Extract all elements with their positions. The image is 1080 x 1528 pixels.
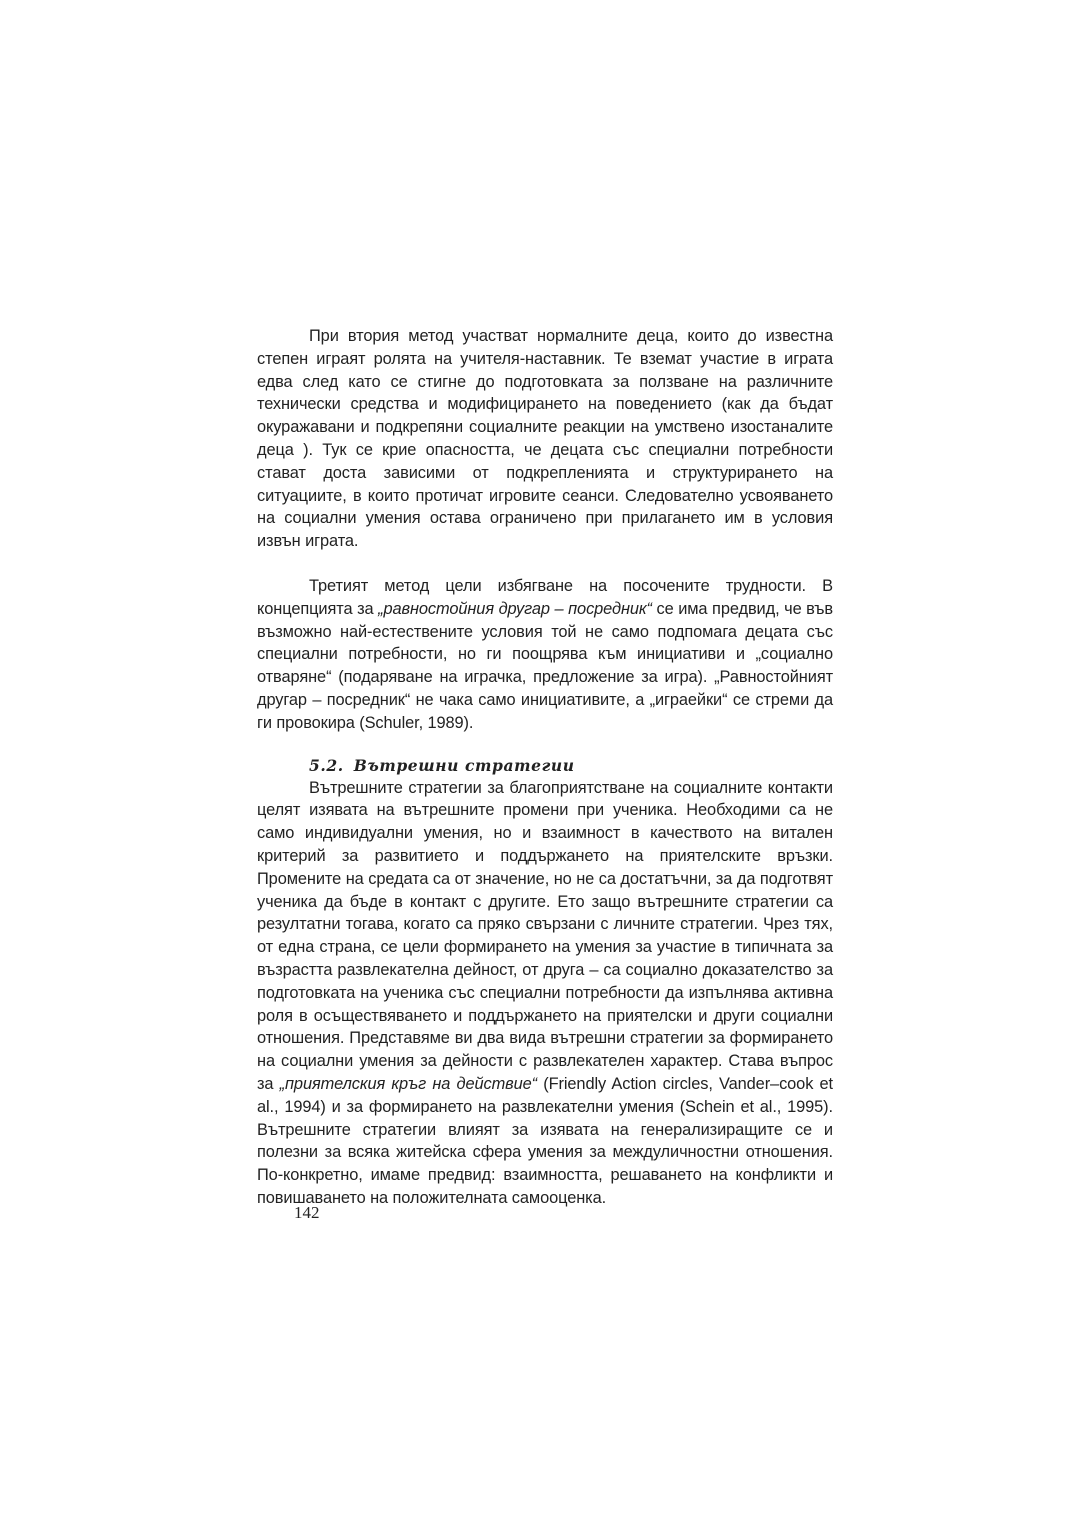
paragraph-third-method-text-end: се има предвид, че във възможно най-естествените условия той не само подпомага децата със специални потребности, но ги поощрява към инициативи и „социално отваряне“ (подаряване на играчка, предложение за игра). „Равностойният другар – посредник“ не чака само инициативите, а „играейки“ се стреми да ги провокира (Schuler, 1989). [257, 599, 833, 732]
term-peer-mediator: „равностойния другар – посредник“ [378, 599, 652, 618]
paragraph-third-method [257, 575, 833, 735]
page-number: 142 [294, 1203, 320, 1222]
section-spacer [257, 735, 833, 755]
body-text [257, 325, 833, 1210]
paragraph-third-method-text-start: Третият метод цели избягване на посочените трудности. В концепцията за [257, 576, 833, 618]
term-friendly-action-circle: „приятелския кръг на действие“ [279, 1074, 538, 1093]
paragraph-internal-strategies-text-start: Вътрешните стратегии за благоприятстване на социалните контакти целят изявата на вътрешните промени при ученика. Необходими са не само индивидуални умения, но и взаимност в качеството на витален критерий за развитието и поддържането на приятелските връзки. Промените на средата са от значение, но не са достатъчни, за да подготвят ученика да бъде в контакт с другите. Ето защо вътрешните стратегии са резултатни тогава, когато са пряко свързани с личните стратегии. Чрез тях, от една страна, се цели формирането на умения за участие в типичната за възрастта развлекателна дейност, от друга – са социално доказателство за подготовката на ученика със специални потребности да изпълнява активна роля в осъществяването и поддържането на приятелски и други социални отношения. Представяме ви два вида вътрешни стратегии за формирането на социални умения за дейности с развлекателен характер. Става въпрос за [257, 778, 833, 1093]
paragraph-internal-strategies-text-end: (Friendly Action circles, Vander–cook et al., 1994) и за формирането на развлекателни умения (Schein et al., 1995). Вътрешните стратегии влияят за изявата на генерализиращите се и полезни за всяка житейска сфера умения за междуличностни отношения. По-конкретно, имаме предвид: взаимността, решаването на конфликти и повишаването на положителната самооценка. [257, 1074, 833, 1207]
paragraph-spacer [257, 553, 833, 575]
paragraph-second-method: При втория метод участват нормалните деца, които до известна степен играят ролята на учителя-наставник. Те вземат участие в играта едва след като се стигне до подготовката за ползване на различните технически средства и модифицирането на поведението (как да бъдат окуражавани и подкрепяни социалните реакции на умствено изостаналите деца ). Тук се крие опасността, че децата със специални потребности стават доста зависими от подкрепленията и структурирането на ситуациите, в които протичат игровите сеанси. Следователно усвояването на социални умения остава ограничено при прилагането им в условия извън играта. [257, 327, 833, 551]
section-title: Вътрешни стратегии [353, 755, 575, 775]
section-number: 5.2. [309, 755, 344, 775]
paragraph-internal-strategies [257, 777, 833, 1210]
section-heading [309, 755, 833, 777]
